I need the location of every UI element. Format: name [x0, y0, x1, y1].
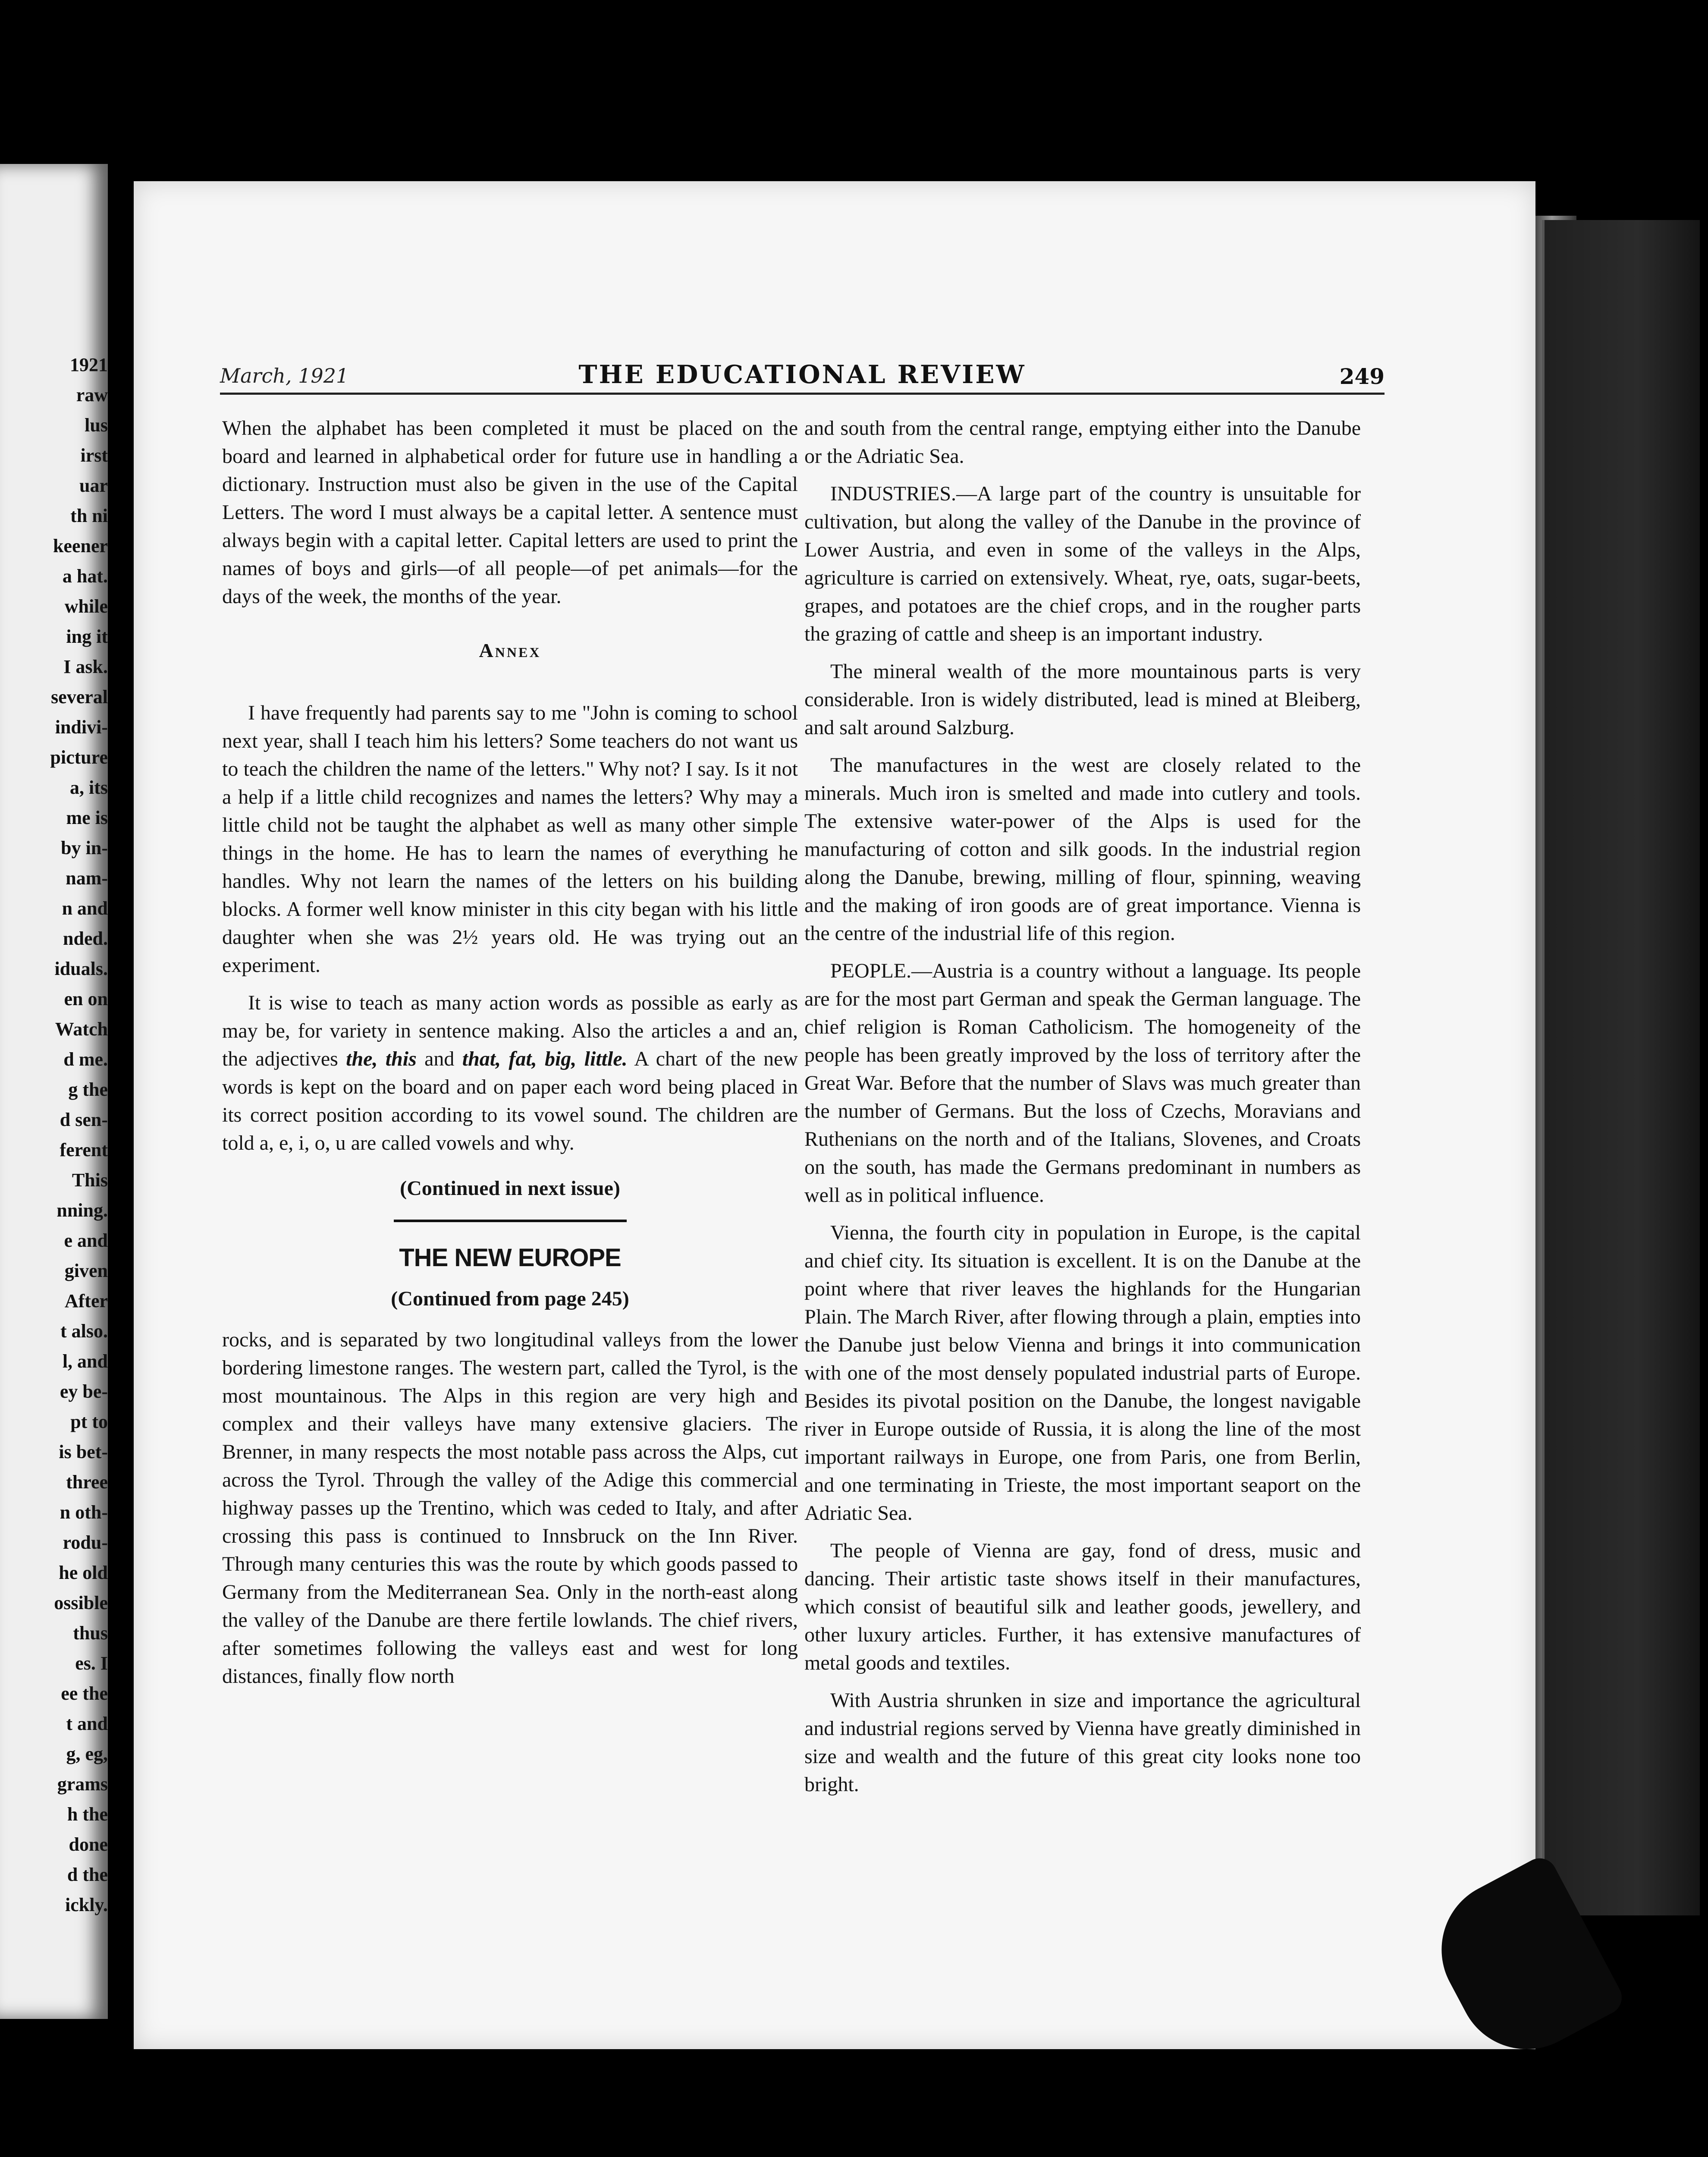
facing-page-fragment: rodu-	[63, 1532, 108, 1553]
facing-page-fragment: th ni	[70, 505, 108, 526]
facing-page-fragment: ey be-	[60, 1381, 108, 1402]
facing-page-fragment: grams	[57, 1773, 108, 1795]
facing-page-fragment: thus	[73, 1622, 108, 1644]
left-column	[222, 414, 798, 1700]
facing-page-fragment: nam-	[66, 868, 108, 889]
facing-page-edge	[0, 164, 108, 2019]
facing-page-fragment: ferent	[60, 1139, 108, 1160]
article-title: THE NEW EUROPE	[399, 1244, 621, 1272]
paragraph: Vienna, the fourth city in population in Europe, is the capital and chief city. Its situation is excellent. It is on the Danube at the point where that river leaves the highlands for the Hungarian Plain. The March River, after flowing through a plain, empties into the Danube just below Vienna and brings it into communication with one of the most densely populated industrial parts of Europe. Besides its pivotal position on the Danube, the longest navigable river in Europe outside of Russia, it is along the line of the most important railways in Europe, one from Paris, one from Berlin, and one terminating in Trieste, the most important seaport on the Adriatic Sea.	[804, 1221, 1361, 1525]
facing-page-fragment: t and	[66, 1713, 108, 1734]
facing-page-fragment: me is	[66, 807, 108, 828]
facing-page-fragment: iduals.	[54, 958, 108, 979]
facing-page-fragment: several	[51, 686, 108, 707]
facing-page-fragment: This	[72, 1170, 108, 1191]
paragraph: With Austria shrunken in size and importance the agricultural and industrial regions served by Vienna have greatly diminished in size and wealth and the future of this great city looks none too bright.	[804, 1689, 1361, 1796]
facing-page-fragment: pt to	[70, 1411, 108, 1432]
facing-page-fragment: while	[64, 596, 108, 617]
facing-page-fragment: d me.	[63, 1049, 108, 1070]
facing-page-fragment: raw	[76, 384, 108, 406]
facing-page-fragment: en on	[64, 988, 108, 1009]
facing-page-fragment: d the	[67, 1864, 108, 1885]
facing-page-fragment: three	[66, 1472, 108, 1493]
right-column	[804, 414, 1361, 1808]
paragraph: INDUSTRIES.—A large part of the country is unsuitable for cultivation, but along the valley of the Danube in the province of Lower Austria, and even in some of the valleys in the Alps, agriculture is carried on extensively. Wheat, rye, oats, sugar-beets, grapes, and potatoes are the chief crops, and in the rougher parts the grazing of cattle and sheep is an important industry.	[804, 482, 1361, 645]
continued-note: (Continued in next issue)	[400, 1177, 620, 1200]
facing-page-fragment: given	[64, 1260, 108, 1281]
section-heading-annex: Annex	[479, 639, 541, 661]
running-header	[220, 349, 1385, 395]
paragraph: PEOPLE.—Austria is a country without a language. Its people are for the most part German and speak the German language. The chief religion is Roman Catholicism. The homogeneity of the people has been greatly improved by the loss of territory after the Great War. Before that the number of Slavs was much greater than the number of Germans. But the loss of Czechs, Moravians and Ruthenians on the north and of the Italians, Slovenes, and Croats on the south, has made the Germans predominant in numbers as well as in political influence.	[804, 959, 1361, 1207]
facing-page-fragment: by in-	[61, 837, 108, 858]
facing-page-fragment: e and	[64, 1230, 108, 1251]
facing-page-fragment: picture	[50, 747, 108, 768]
facing-page-fragment: g, eg,	[66, 1743, 108, 1764]
facing-page-fragment: n and	[62, 898, 108, 919]
facing-page-fragment: ossible	[54, 1592, 108, 1613]
facing-page-fragment: es. I	[75, 1653, 108, 1674]
facing-page-fragment: lus	[85, 415, 108, 436]
emphasis: that, fat, big, little.	[462, 1047, 628, 1070]
facing-page-fragment: nning.	[57, 1200, 108, 1221]
journal-title: THE EDUCATIONAL REVIEW	[578, 360, 1026, 389]
facing-page-fragment: uar	[79, 475, 108, 496]
paragraph: and south from the central range, emptying either into the Danube or the Adriatic Sea.	[804, 417, 1361, 468]
text-run: A chart of the new words is kept on the board and on paper each word being placed in its correct position according to its vowel sound. The children are told a, e, i, o, u are called vowels and why.	[222, 1047, 798, 1154]
facing-page-fragment: ing it	[66, 626, 108, 647]
header-date: March, 1921	[220, 364, 349, 387]
facing-page-fragment: done	[69, 1834, 108, 1855]
facing-page-fragment: t also.	[60, 1321, 108, 1342]
paragraph: rocks, and is separated by two longitudinal valleys from the lower bordering limestone ranges. The western part, called the Tyrol, is the most mountainous. The Alps in this region are very high and complex and their valleys have many extensive glaciers. The Brenner, in many respects the most notable pass across the Alps, cut across the Tyrol. Through the valley of the Adige this commercial highway passes up the Trentino, which was ceded to Italy, and after crossing this pass is continued to Innsbruck on the Inn River. Through many centuries this was the route by which goods passed to Germany from the Mediterranean Sea. Only in the north-east along the valley of the Danube are there fertile lowlands. The chief rivers, after sometimes following the valleys east and west for long distances, finally flow north	[222, 1328, 798, 1688]
facing-page-fragment: After	[64, 1290, 108, 1311]
paragraph: The people of Vienna are gay, fond of dress, music and dancing. Their artistic taste shows itself in their manufactures, which consist of beautiful silk and leather goods, jewellery, and other luxury articles. Further, it has extensive manufactures of metal goods and textiles.	[804, 1539, 1361, 1674]
facing-page-fragment: irst	[80, 445, 108, 466]
page-number: 249	[1339, 364, 1385, 389]
facing-page-fragment: Watch	[55, 1019, 108, 1040]
divider-rule	[394, 1220, 627, 1222]
paragraph: The mineral wealth of the more mountainous parts is very considerable. Iron is widely distributed, lead is mined at Bleiberg, and salt around Salzburg.	[804, 660, 1361, 739]
facing-page-fragment: d sen-	[60, 1109, 108, 1130]
paragraph: The manufactures in the west are closely related to the minerals. Much iron is smelted and made into cutlery and tools. The extensive water-power of the Alps is used for the manufacturing of cotton and silk goods. In the industrial region along the Danube, brewing, milling of flour, spinning, weaving and the making of iron goods are of great importance. Vienna is the centre of the industrial life of this region.	[804, 754, 1361, 945]
text-run: It is wise to teach as many action words as possible as early as may be, for variety in sentence making. Also the articles a and an, the adjectives	[222, 991, 798, 1070]
facing-page-fragment: ickly.	[65, 1894, 108, 1915]
facing-page-fragment: l, and	[62, 1351, 108, 1372]
emphasis: the, this	[346, 1047, 417, 1070]
binder-strip	[1542, 220, 1700, 1915]
paragraph: When the alphabet has been completed it must be placed on the board and learned in alphabetical order for future use in handling a dictionary. Instruction must also be given in the use of the Capital Letters. The word I must always be a capital letter. A sentence must always begin with a capital letter. Capital letters are used to print the names of boys and girls—of all people—of pet animals—for the days of the week, the months of the year.	[222, 417, 798, 608]
facing-page-fragment: nded.	[63, 928, 108, 949]
facing-page-fragment: is bet-	[59, 1441, 108, 1462]
facing-page-fragment: h the	[67, 1804, 108, 1825]
facing-page-fragment: indivi-	[55, 717, 108, 738]
facing-page-fragment: a hat.	[62, 566, 108, 587]
facing-page-fragment: keener	[53, 535, 108, 557]
facing-page-fragment: ee the	[61, 1683, 108, 1704]
facing-page-fragment: n oth-	[60, 1502, 108, 1523]
facing-page-fragment: g the	[68, 1079, 108, 1100]
continued-from-note: (Continued from page 245)	[391, 1287, 629, 1310]
paragraph	[222, 989, 798, 1157]
text-run: and	[416, 1047, 462, 1070]
facing-page-fragment: I ask.	[63, 656, 108, 677]
facing-page-fragment: 1921	[70, 354, 108, 375]
facing-page-fragment: he old	[59, 1562, 108, 1583]
paragraph: I have frequently had parents say to me "John is coming to school next year, shall I teach him his letters? Some teachers do not want us to teach the children the name of the letters." Why not? I say. Is it not a help if a little child recognizes and names the letters? Why may a little child not be taught the alphabet as well as many other simple things in the home. He has to learn the names of everything he handles. Why not learn the names of the letters on his building blocks. A former well know minister in this city began with his little daughter when she was 2½ years old. He was trying out an experiment.	[222, 701, 798, 977]
facing-page-fragment: a, its	[70, 777, 108, 798]
